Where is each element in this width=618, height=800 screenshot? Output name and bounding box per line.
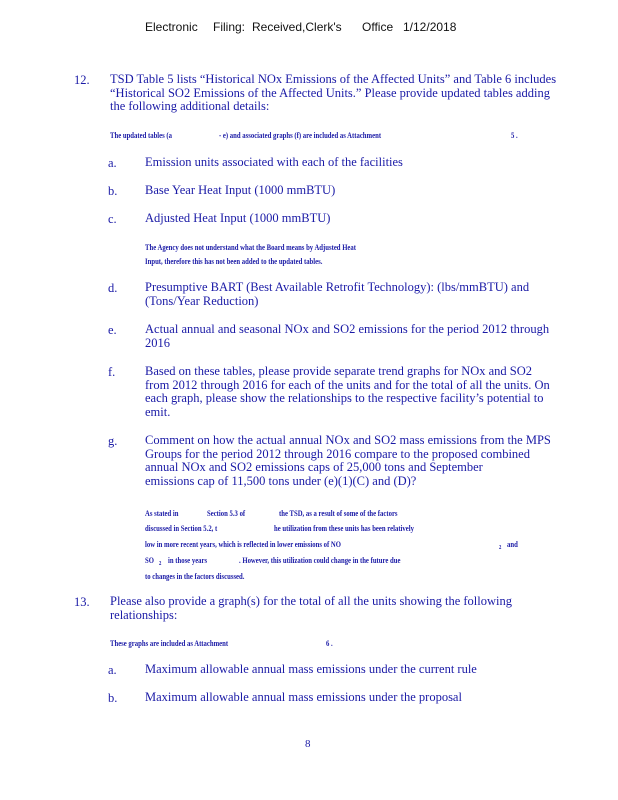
q12-item-f-line-1: Based on these tables, please provide separate trend graphs for NOx and SO2 — [145, 364, 533, 378]
q12-item-g-line-4: emissions cap of 11,500 tons under (e)(1)(C) and (D)? — [145, 473, 417, 488]
q13-item-b: Maximum allowable annual mass emissions under the proposal — [145, 690, 462, 704]
q12-item-b-line-1: Base Year Heat Input (1000 mmBTU) — [145, 183, 336, 197]
q12-item-e-line-2: 2016 — [145, 335, 170, 350]
g-response-l1a: As stated in — [145, 508, 179, 518]
header-filing-type: Electronic — [145, 20, 198, 34]
q12-item-c-label: c. — [108, 212, 117, 226]
g-response-l5: to changes in the factors discussed. — [145, 571, 245, 581]
q12-item-f-line-2: from 2012 through 2016 for each of the units and for the total of all the units. On — [145, 377, 550, 392]
q12-item-e-line-1: Actual annual and seasonal NOx and SO2 emissions for the period 2012 through — [145, 322, 550, 336]
question-13-line-1: Please also provide a graph(s) for the total of all the units showing the following — [110, 594, 512, 608]
question-12-line-3: the following additional details: — [110, 99, 270, 113]
g-response-l3b: 2 — [499, 545, 502, 551]
g-response-l3a: low in more recent years, which is reflected in lower emissions of NO — [145, 539, 341, 549]
q12-item-c-response-line-2: Input, therefore this has not been added to the updated tables. — [145, 256, 323, 266]
q12-item-a-label: a. — [108, 156, 117, 170]
q12-item-c — [145, 212, 585, 226]
q12-item-f-label: f. — [108, 365, 116, 379]
q12-item-g-line-3: annual NOx and SO2 emissions caps of 25,000 tons and September — [145, 460, 483, 474]
page-number: 8 — [305, 738, 311, 750]
header-filing-label: Filing: — [213, 20, 246, 34]
question-12-line-1: TSD Table 5 lists “Historical NOx Emissions of the Affected Units” and Table 6 includes — [110, 72, 557, 86]
q12-item-g-line-2: Groups for the period 2012 through 2016 compare to the proposed combined — [145, 446, 530, 461]
q12-item-c-line-1: Adjusted Heat Input (1000 mmBTU) — [145, 211, 331, 225]
q12-item-d-line-2: (Tons/Year Reduction) — [145, 293, 259, 308]
question-13-text — [110, 595, 580, 622]
q12-item-g-label: g. — [108, 434, 118, 448]
g-response-l4d: . However, this utilization could change in the future due — [239, 555, 401, 565]
q12-item-g-line-1: Comment on how the actual annual NOx and SO2 mass emissions from the MPS — [145, 433, 551, 447]
q12-item-d — [145, 281, 585, 308]
question-12-line-2: “Historical SO2 Emissions of the Affected Units.” Please provide updated tables adding — [110, 85, 550, 100]
question-12-number: 12. — [74, 73, 90, 87]
q13-item-b-label: b. — [108, 691, 118, 705]
q12-response-part-3: 5 . — [511, 130, 518, 140]
q12-item-b-label: b. — [108, 184, 118, 198]
q12-item-a — [145, 156, 585, 170]
q13-response-part-1: These graphs are included as Attachment — [110, 638, 229, 648]
q12-item-e — [145, 323, 585, 350]
q12-item-g — [145, 434, 585, 488]
g-response-l2b: he utilization from these units has been relatively — [274, 523, 414, 533]
q12-response-part-2: - e) and associated graphs (f) are included as Attachment — [219, 130, 382, 140]
q12-item-a-line-1: Emission units associated with each of the facilities — [145, 155, 403, 169]
g-response-l2a: discussed in Section 5.2, t — [145, 523, 218, 533]
q12-item-f-line-4: emit. — [145, 404, 171, 419]
q12-item-d-line-1: Presumptive BART (Best Available Retrofit Technology): (lbs/mmBTU) and — [145, 280, 530, 294]
g-response-l4a: SO — [145, 555, 154, 565]
q12-item-d-label: d. — [108, 281, 118, 295]
q12-item-f — [145, 365, 585, 419]
q12-item-e-label: e. — [108, 323, 117, 337]
g-response-l1c: the TSD, as a result of some of the factors — [279, 508, 398, 518]
question-12-text — [110, 73, 600, 114]
header-office: Office — [362, 20, 394, 34]
q12-response-part-1: The updated tables (a — [110, 130, 173, 140]
q13-response-part-2: 6 . — [326, 638, 333, 648]
q13-item-a: Maximum allowable annual mass emissions under the current rule — [145, 662, 477, 676]
header-date: 1/12/2018 — [403, 20, 457, 34]
question-13-line-2: relationships: — [110, 607, 178, 622]
g-response-l4c: in those years — [168, 555, 208, 565]
header-received: Received,Clerk's — [252, 20, 342, 34]
g-response-l1b: Section 5.3 of — [207, 508, 246, 518]
q12-item-b — [145, 184, 585, 198]
g-response-l3c: and — [507, 539, 518, 549]
q12-item-c-response-line-1: The Agency does not understand what the Board means by Adjusted Heat — [145, 242, 356, 252]
g-response-l4b: 2 — [159, 561, 162, 567]
q12-item-f-line-3: each graph, please show the relationships to the respective facility’s potential to — [145, 391, 544, 405]
question-13-number: 13. — [74, 595, 90, 609]
q13-item-a-label: a. — [108, 663, 117, 677]
